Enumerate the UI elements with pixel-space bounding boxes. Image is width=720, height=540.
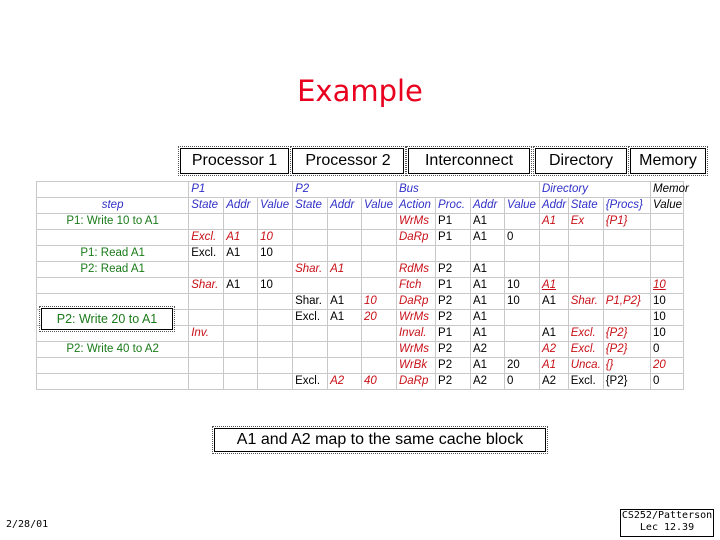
table-cell bbox=[603, 230, 650, 246]
table-cell bbox=[328, 246, 362, 262]
table-cell bbox=[224, 262, 258, 278]
table-cell bbox=[258, 358, 293, 374]
table-cell bbox=[224, 294, 258, 310]
table-cell: 0 bbox=[651, 342, 684, 358]
table-cell: A1 bbox=[471, 294, 505, 310]
table-cell bbox=[539, 310, 568, 326]
table-cell: Excl. bbox=[293, 310, 328, 326]
table-cell bbox=[293, 214, 328, 230]
table-cell bbox=[362, 214, 397, 230]
table-cell: A1 bbox=[224, 230, 258, 246]
table-cell bbox=[539, 246, 568, 262]
header-interconnect: Interconnect bbox=[408, 148, 530, 174]
table-cell bbox=[328, 230, 362, 246]
table-cell bbox=[362, 326, 397, 342]
table-cell bbox=[189, 358, 224, 374]
table-cell bbox=[504, 310, 539, 326]
table-cell: 0 bbox=[651, 374, 684, 390]
table-cell: 20 bbox=[651, 358, 684, 374]
col-p2-value: Value bbox=[362, 198, 397, 214]
table-cell bbox=[504, 342, 539, 358]
table-cell bbox=[539, 262, 568, 278]
table-cell: A1 bbox=[471, 326, 505, 342]
col-p1-addr: Addr bbox=[224, 198, 258, 214]
table-cell bbox=[603, 246, 650, 262]
table-cell: A1 bbox=[328, 294, 362, 310]
table-cell: {P2} bbox=[603, 326, 650, 342]
step-cell: P1: Read A1 bbox=[37, 246, 189, 262]
table-cell: A2 bbox=[539, 374, 568, 390]
table-cell: A1 bbox=[471, 278, 505, 294]
col-dir-state: State bbox=[568, 198, 603, 214]
table-cell: Shar. bbox=[568, 294, 603, 310]
col-p2-addr: Addr bbox=[328, 198, 362, 214]
table-cell: A2 bbox=[471, 342, 505, 358]
table-cell: WrBk bbox=[396, 358, 435, 374]
step-cell: P2: Write 40 to A2 bbox=[37, 342, 189, 358]
table-cell: A1 bbox=[539, 278, 568, 294]
table-cell bbox=[224, 214, 258, 230]
table-cell bbox=[258, 374, 293, 390]
table-cell bbox=[504, 326, 539, 342]
table-cell bbox=[224, 374, 258, 390]
table-cell: Ftch bbox=[396, 278, 435, 294]
table-cell bbox=[328, 278, 362, 294]
table-cell bbox=[568, 278, 603, 294]
table-cell: Inval. bbox=[396, 326, 435, 342]
table-cell: Excl. bbox=[568, 374, 603, 390]
table-row bbox=[37, 278, 684, 294]
table-cell: Excl. bbox=[568, 326, 603, 342]
table-cell: P2 bbox=[436, 358, 471, 374]
group-header-row bbox=[37, 182, 684, 198]
table-cell bbox=[603, 278, 650, 294]
table-cell: Excl. bbox=[189, 246, 224, 262]
col-step: step bbox=[37, 198, 189, 214]
header-memory: Memory bbox=[630, 148, 706, 174]
table-row bbox=[37, 342, 684, 358]
table-cell bbox=[504, 262, 539, 278]
step-highlight-p2-write: P2: Write 20 to A1 bbox=[41, 308, 173, 330]
table-cell bbox=[258, 326, 293, 342]
table-cell: 10 bbox=[362, 294, 397, 310]
course-name: CS252/Patterson bbox=[621, 510, 713, 521]
table-cell: {} bbox=[603, 358, 650, 374]
slide-title: Example bbox=[297, 74, 423, 108]
table-row bbox=[37, 230, 684, 246]
table-cell: A1 bbox=[328, 310, 362, 326]
table-cell bbox=[568, 246, 603, 262]
table-cell: 10 bbox=[504, 294, 539, 310]
group-memory: Memor bbox=[651, 182, 684, 198]
table-cell: A1 bbox=[539, 358, 568, 374]
table-cell bbox=[651, 214, 684, 230]
table-cell: A1 bbox=[224, 278, 258, 294]
table-cell bbox=[189, 294, 224, 310]
group-directory: Directory bbox=[539, 182, 650, 198]
table-cell bbox=[568, 262, 603, 278]
table-cell bbox=[362, 262, 397, 278]
table-cell bbox=[362, 230, 397, 246]
table-cell: P2 bbox=[436, 310, 471, 326]
table-cell: P1 bbox=[436, 278, 471, 294]
table-cell bbox=[539, 230, 568, 246]
course-label bbox=[620, 509, 714, 537]
table-cell: WrMs bbox=[396, 214, 435, 230]
table-cell bbox=[328, 358, 362, 374]
header-processor-2: Processor 2 bbox=[292, 148, 404, 174]
column-header-row bbox=[37, 198, 684, 214]
table-cell bbox=[328, 342, 362, 358]
step-cell bbox=[37, 358, 189, 374]
table-cell: A1 bbox=[539, 326, 568, 342]
table-cell bbox=[189, 214, 224, 230]
cache-block-note: A1 and A2 map to the same cache block bbox=[214, 428, 546, 452]
table-cell: Excl. bbox=[568, 342, 603, 358]
table-cell: A2 bbox=[539, 342, 568, 358]
table-cell: A1 bbox=[539, 214, 568, 230]
col-p1-value: Value bbox=[258, 198, 293, 214]
table-cell bbox=[189, 310, 224, 326]
lecture-number: Lec 12.39 bbox=[639, 522, 695, 533]
col-bus-addr: Addr bbox=[471, 198, 505, 214]
table-cell: {P2} bbox=[603, 342, 650, 358]
table-cell bbox=[189, 374, 224, 390]
step-cell bbox=[37, 374, 189, 390]
table-cell: 10 bbox=[651, 278, 684, 294]
table-cell bbox=[328, 326, 362, 342]
table-cell bbox=[224, 358, 258, 374]
header-directory: Directory bbox=[535, 148, 627, 174]
col-mem-value: Value bbox=[651, 198, 684, 214]
step-cell bbox=[37, 278, 189, 294]
table-cell bbox=[293, 230, 328, 246]
table-cell bbox=[293, 278, 328, 294]
table-cell: A2 bbox=[471, 374, 505, 390]
table-cell: A1 bbox=[471, 310, 505, 326]
col-bus-value: Value bbox=[504, 198, 539, 214]
table-cell: DaRp bbox=[396, 294, 435, 310]
table-cell bbox=[328, 214, 362, 230]
table-row bbox=[37, 374, 684, 390]
table-cell: WrMs bbox=[396, 342, 435, 358]
table-row bbox=[37, 262, 684, 278]
table-cell bbox=[293, 358, 328, 374]
table-cell: A1 bbox=[224, 246, 258, 262]
table-cell: Ex bbox=[568, 214, 603, 230]
table-cell bbox=[362, 278, 397, 294]
coherence-table bbox=[36, 181, 689, 390]
table-cell: P2 bbox=[436, 294, 471, 310]
table-cell: 10 bbox=[651, 326, 684, 342]
table-cell bbox=[504, 246, 539, 262]
table-cell bbox=[568, 310, 603, 326]
table-cell bbox=[471, 246, 505, 262]
table-cell bbox=[293, 326, 328, 342]
col-bus-proc: Proc. bbox=[436, 198, 471, 214]
table-cell: Inv. bbox=[189, 326, 224, 342]
table-cell: 0 bbox=[504, 230, 539, 246]
table-row bbox=[37, 214, 684, 230]
table-cell: P1 bbox=[436, 214, 471, 230]
table-cell bbox=[224, 326, 258, 342]
table-cell bbox=[603, 262, 650, 278]
step-cell: P2: Read A1 bbox=[37, 262, 189, 278]
table-cell: RdMs bbox=[396, 262, 435, 278]
table-cell: {P1} bbox=[603, 214, 650, 230]
table-cell: A1 bbox=[471, 230, 505, 246]
table-cell bbox=[362, 342, 397, 358]
header-processor-1: Processor 1 bbox=[180, 148, 289, 174]
table-cell bbox=[651, 230, 684, 246]
table-cell: P2 bbox=[436, 374, 471, 390]
table-cell: DaRp bbox=[396, 374, 435, 390]
col-p1-state: State bbox=[189, 198, 224, 214]
table-cell: 10 bbox=[258, 278, 293, 294]
table-cell bbox=[651, 262, 684, 278]
step-cell: P1: Write 10 to A1 bbox=[37, 214, 189, 230]
table-cell: 10 bbox=[651, 310, 684, 326]
table-cell: 20 bbox=[362, 310, 397, 326]
table-cell: 10 bbox=[651, 294, 684, 310]
table-cell bbox=[293, 342, 328, 358]
table-cell bbox=[568, 230, 603, 246]
table-cell bbox=[362, 246, 397, 262]
group-bus: Bus bbox=[396, 182, 539, 198]
group-p2: P2 bbox=[293, 182, 397, 198]
table-cell bbox=[603, 310, 650, 326]
table-cell bbox=[189, 262, 224, 278]
table-cell: A1 bbox=[539, 294, 568, 310]
col-bus-action: Action bbox=[396, 198, 435, 214]
table-cell bbox=[258, 342, 293, 358]
table-cell: 10 bbox=[258, 230, 293, 246]
table-cell: A2 bbox=[328, 374, 362, 390]
table-cell: 0 bbox=[504, 374, 539, 390]
table-cell: 40 bbox=[362, 374, 397, 390]
table-cell: Excl. bbox=[293, 374, 328, 390]
col-dir-procs: {Procs} bbox=[603, 198, 650, 214]
table-cell bbox=[258, 262, 293, 278]
table-cell bbox=[651, 246, 684, 262]
table-cell bbox=[504, 214, 539, 230]
table-cell: Excl. bbox=[189, 230, 224, 246]
table-cell: 10 bbox=[504, 278, 539, 294]
table-cell bbox=[258, 294, 293, 310]
table-cell: DaRp bbox=[396, 230, 435, 246]
table-cell bbox=[362, 358, 397, 374]
table-cell: A1 bbox=[471, 262, 505, 278]
table-body bbox=[37, 214, 684, 390]
col-dir-addr: Addr bbox=[539, 198, 568, 214]
table-cell bbox=[396, 246, 435, 262]
table-cell: P2 bbox=[436, 342, 471, 358]
table-cell: P1 bbox=[436, 230, 471, 246]
table-cell: A1 bbox=[328, 262, 362, 278]
table-cell bbox=[293, 246, 328, 262]
table-cell: Shar. bbox=[293, 262, 328, 278]
table-cell: 10 bbox=[258, 246, 293, 262]
step-cell bbox=[37, 230, 189, 246]
table-cell bbox=[258, 310, 293, 326]
table-cell: 20 bbox=[504, 358, 539, 374]
table-cell bbox=[224, 310, 258, 326]
table-cell: P1 bbox=[436, 326, 471, 342]
table-cell bbox=[258, 214, 293, 230]
table-cell bbox=[436, 246, 471, 262]
table-cell: Shar. bbox=[189, 278, 224, 294]
table-cell: P1,P2} bbox=[603, 294, 650, 310]
table-cell bbox=[189, 342, 224, 358]
table-cell: A1 bbox=[471, 214, 505, 230]
table-cell: Unca. bbox=[568, 358, 603, 374]
col-p2-state: State bbox=[293, 198, 328, 214]
table-row bbox=[37, 246, 684, 262]
table-row bbox=[37, 358, 684, 374]
table-cell: P2 bbox=[436, 262, 471, 278]
slide-date: 2/28/01 bbox=[6, 519, 49, 530]
blank-cell bbox=[37, 182, 189, 198]
table-cell bbox=[224, 342, 258, 358]
table-cell: WrMs bbox=[396, 310, 435, 326]
table-cell: Shar. bbox=[293, 294, 328, 310]
table-cell: A1 bbox=[471, 358, 505, 374]
table-cell: {P2} bbox=[603, 374, 650, 390]
group-p1: P1 bbox=[189, 182, 293, 198]
